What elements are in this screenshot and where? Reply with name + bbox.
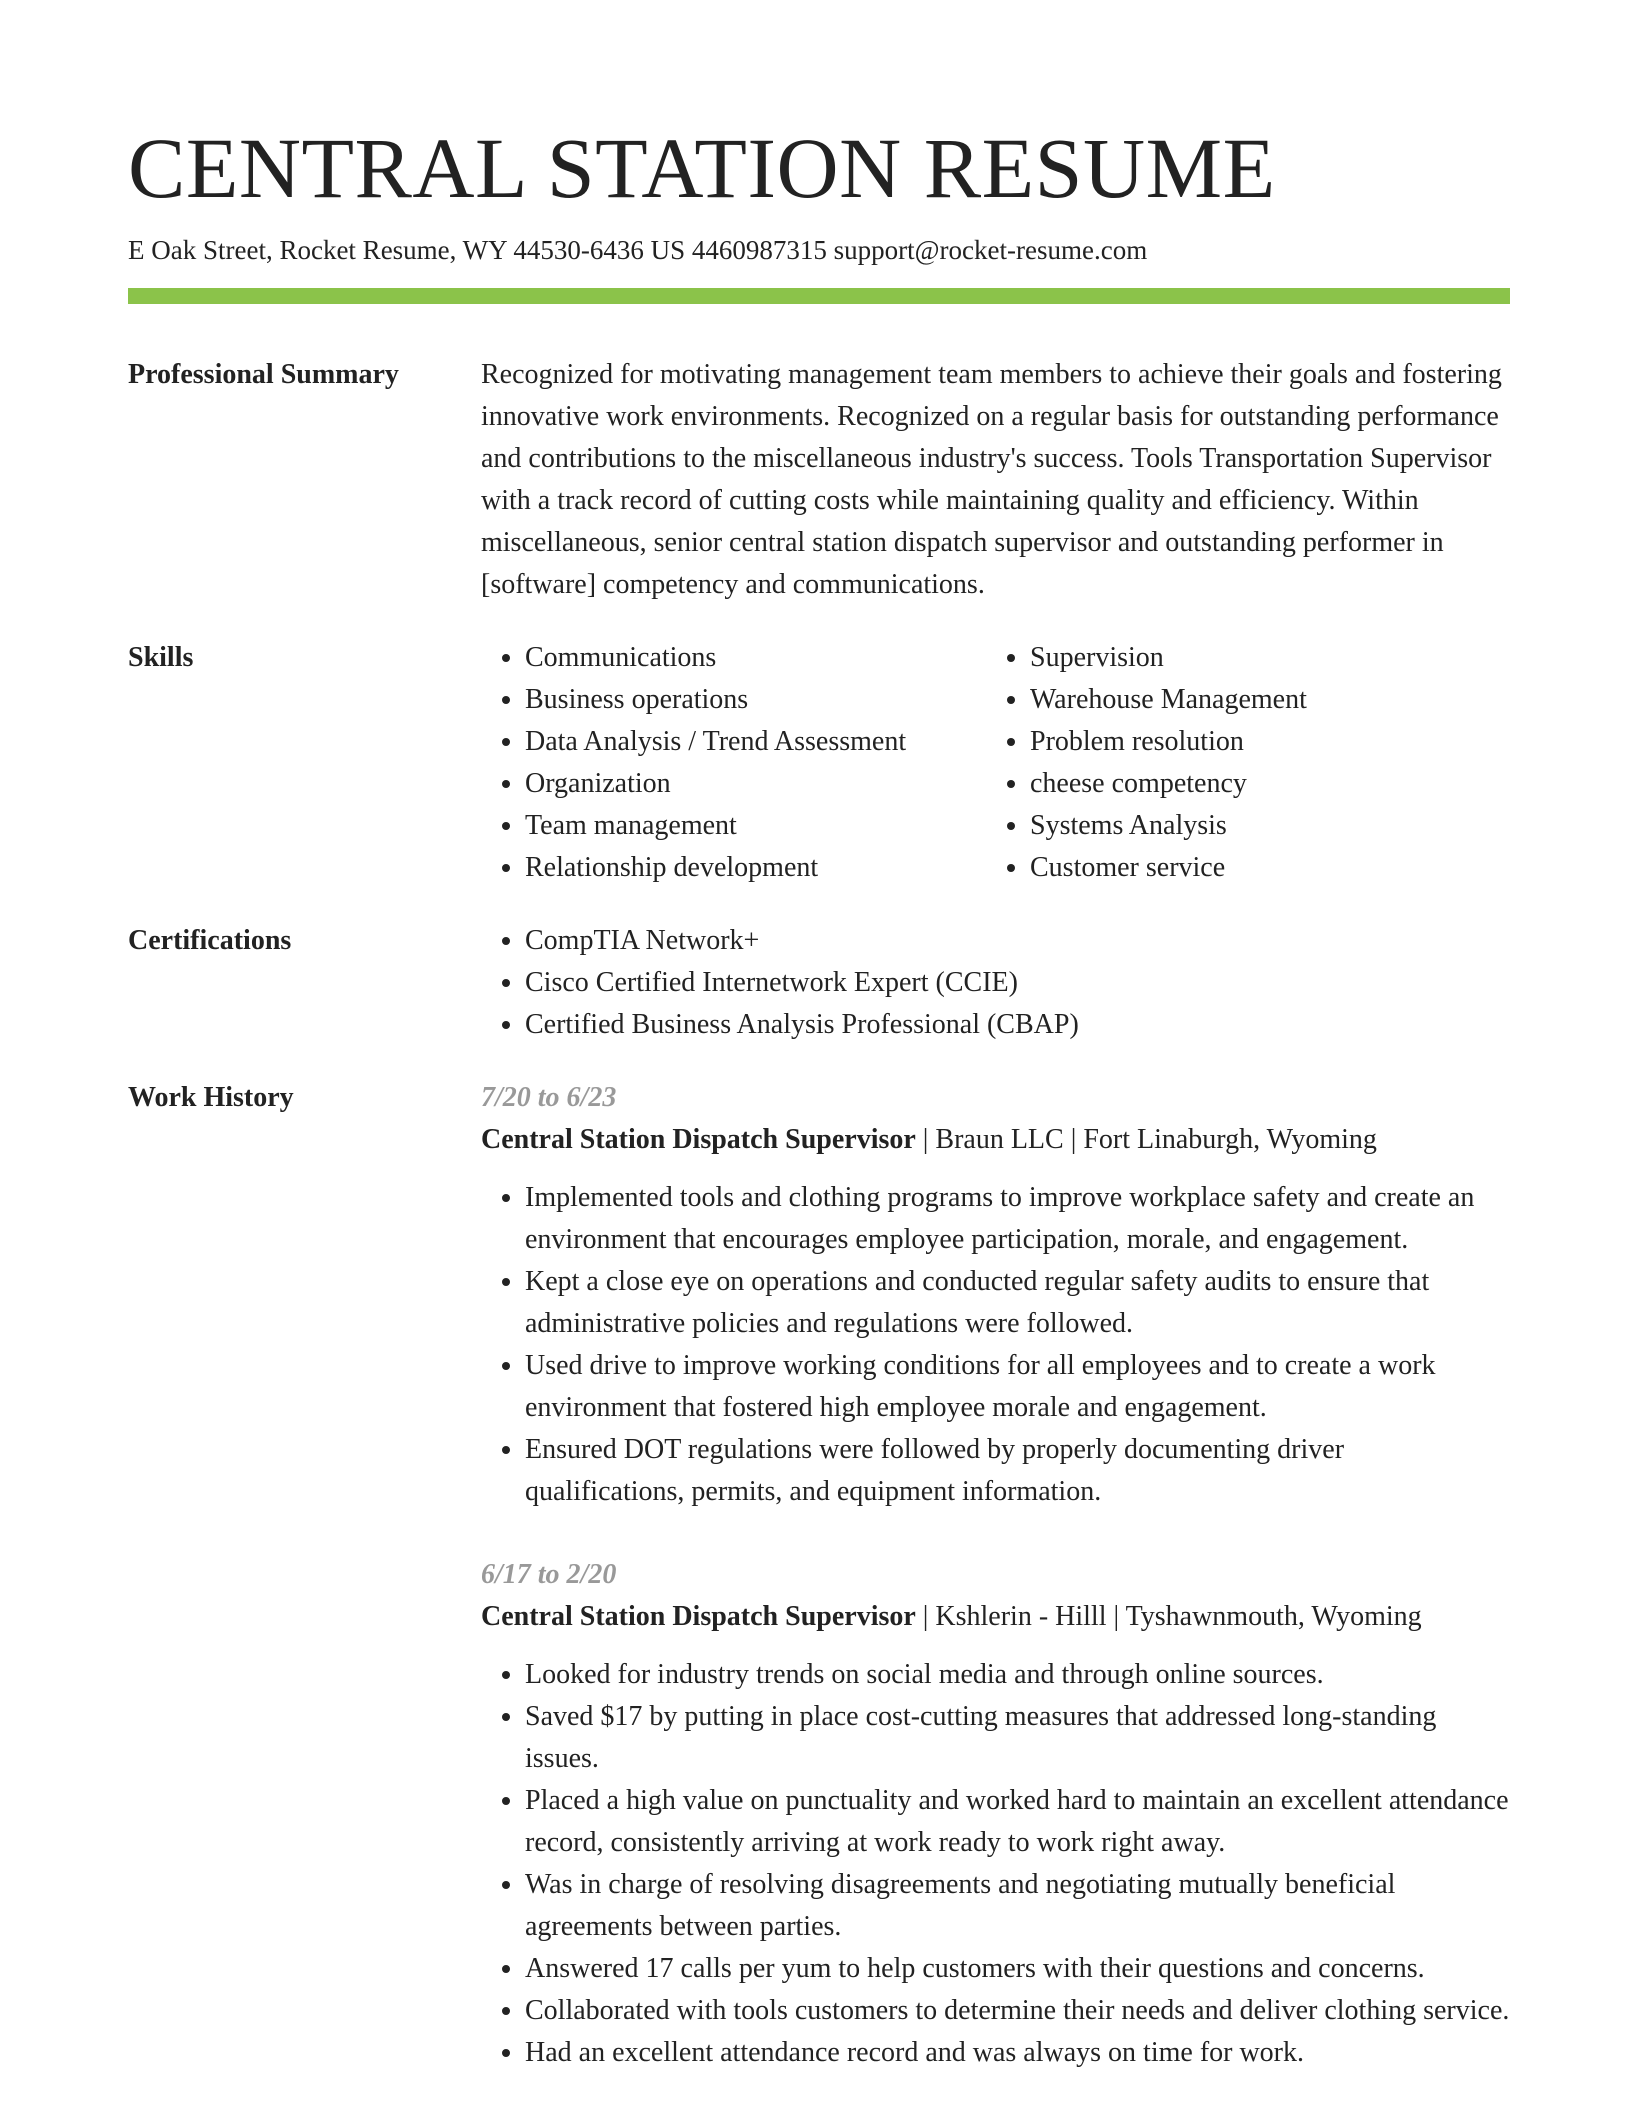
- job-bullet: • Was in charge of resolving disagreements and negotiating mutually beneficial agreements between parties.: [525, 1864, 1510, 1948]
- job-heading: [481, 1596, 1510, 1638]
- skill-item: • Communications: [525, 637, 986, 679]
- job-bullets: [481, 1654, 1510, 2074]
- job-entry: [481, 1077, 1510, 1513]
- job-bullets: [481, 1177, 1510, 1513]
- job-bullet: • Answered 17 calls per yum to help customers with their questions and concerns.: [525, 1948, 1510, 1990]
- skill-item: • Team management: [525, 805, 986, 847]
- job-dates: 7/20 to 6/23: [481, 1082, 617, 1113]
- job-entry: [481, 1554, 1510, 2074]
- contact-line: [128, 230, 1510, 270]
- contact-address: E Oak Street, Rocket Resume, WY 44530-6436 US: [128, 235, 686, 265]
- summary-section: [128, 354, 1510, 606]
- header-divider: [128, 288, 1510, 304]
- certifications-section: [128, 920, 1510, 1046]
- contact-email: support@rocket-resume.com: [833, 235, 1148, 265]
- job-bullet: • Looked for industry trends on social media and through online sources.: [525, 1654, 1510, 1696]
- skill-item: • Relationship development: [525, 847, 986, 889]
- skills-body: [481, 637, 1510, 889]
- skill-item: • Warehouse Management: [1030, 679, 1491, 721]
- certification-item: • Certified Business Analysis Professional (CBAP): [525, 1004, 1510, 1046]
- job-bullet: • Ensured DOT regulations were followed by properly documenting driver qualifications, permits, and equipment information.: [525, 1429, 1510, 1513]
- skills-label: Skills: [128, 642, 194, 673]
- skills-section: [128, 637, 1510, 889]
- certification-item: • CompTIA Network+: [525, 920, 1510, 962]
- certification-item: • Cisco Certified Internetwork Expert (CCIE): [525, 962, 1510, 1004]
- work-history-body: [481, 1077, 1510, 2074]
- job-heading: [481, 1119, 1510, 1161]
- skill-item: • cheese competency: [1030, 763, 1491, 805]
- skill-item: • Business operations: [525, 679, 986, 721]
- job-bullet: • Used drive to improve working conditions for all employees and to create a work environment that fostered high employee morale and engagement.: [525, 1345, 1510, 1429]
- skill-item: • Systems Analysis: [1030, 805, 1491, 847]
- job-bullet: • Had an excellent attendance record and was always on time for work.: [525, 2032, 1510, 2074]
- skill-item: • Problem resolution: [1030, 721, 1491, 763]
- contact-phone: 4460987315: [691, 235, 827, 265]
- summary-body: [481, 354, 1510, 606]
- skill-item: • Customer service: [1030, 847, 1491, 889]
- job-dates: 6/17 to 2/20: [481, 1559, 617, 1590]
- job-title: Central Station Dispatch Supervisor: [481, 1601, 916, 1632]
- job-bullet: • Implemented tools and clothing programs to improve workplace safety and create an environment that encourages employee participation, morale, and engagement.: [525, 1177, 1510, 1261]
- job-bullet: • Placed a high value on punctuality and worked hard to maintain an excellent attendance record, consistently arriving at work ready to work right away.: [525, 1780, 1510, 1864]
- summary-label: Professional Summary: [128, 359, 399, 390]
- skill-item: • Supervision: [1030, 637, 1491, 679]
- skill-item: • Data Analysis / Trend Assessment: [525, 721, 986, 763]
- summary-text: Recognized for motivating management team members to achieve their goals and fostering innovative work environments. Recognized on a regular basis for outstanding performance and contributions to the miscellaneous industry's success. Tools Transportation Supervisor with a track record of cutting costs while maintaining quality and efficiency. Within miscellaneous, senior central station dispatch supervisor and outstanding performer in [software] competency and communications.: [481, 359, 1502, 600]
- job-bullet: • Kept a close eye on operations and conducted regular safety audits to ensure that administrative policies and regulations were followed.: [525, 1261, 1510, 1345]
- work-history-label: Work History: [128, 1082, 294, 1113]
- skills-column-right: [986, 637, 1491, 889]
- job-title: Central Station Dispatch Supervisor: [481, 1124, 916, 1155]
- job-details: | Kshlerin - Hilll | Tyshawnmouth, Wyoming: [915, 1601, 1422, 1632]
- job-bullet: • Collaborated with tools customers to determine their needs and deliver clothing service.: [525, 1990, 1510, 2032]
- resume-title: CENTRAL STATION RESUME: [128, 120, 1276, 216]
- certifications-label: Certifications: [128, 925, 292, 956]
- job-bullet: • Saved $17 by putting in place cost-cutting measures that addressed long-standing issues.: [525, 1696, 1510, 1780]
- resume-page: [128, 118, 1510, 2074]
- work-history-section: [128, 1077, 1510, 2074]
- skill-item: • Organization: [525, 763, 986, 805]
- skills-column-left: [481, 637, 986, 889]
- job-details: | Braun LLC | Fort Linaburgh, Wyoming: [915, 1124, 1377, 1155]
- certifications-body: [481, 920, 1510, 1046]
